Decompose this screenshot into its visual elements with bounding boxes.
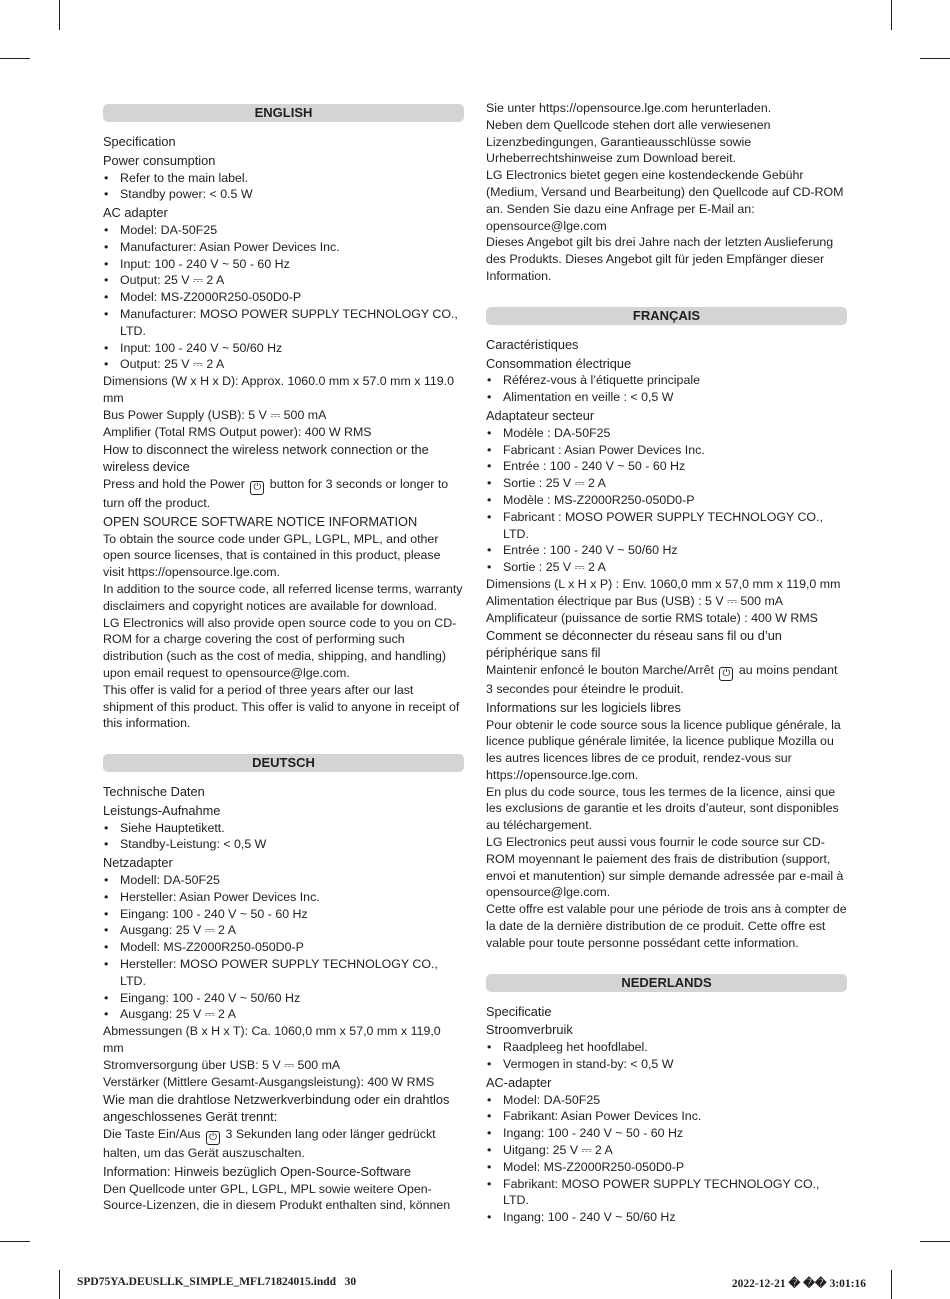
list-item: • Ingang: 100 - 240 V ~ 50 - 60 Hz [486,1125,847,1142]
ac-adapter-heading: Netzadapter [103,855,173,871]
list-item: • Ausgang: 25 V ⎓ 2 A [103,922,464,939]
list-item: • Entrée : 100 - 240 V ~ 50 - 60 Hz [486,458,847,475]
power-icon: ⏻ [250,481,264,495]
list-item: • Eingang: 100 - 240 V ~ 50 - 60 Hz [103,906,464,923]
deutsch-oss-continued: Sie unter https://opensource.lge.com herunterladen. Neben dem Quellcode stehen dort alle verwiesenen Lizenzbedingungen, Garantieausschlüsse sowie Urheberrechtshinweise zum Download bereit. LG Electronics bietet gegen eine kostendeckende Gebühr (Medium, Versand und Bearbeitung) den Quellcode auf CD-ROM an. Senden Sie dazu eine Anfrage per E-Mail an: opensource@lge.com Dieses Angebot gilt bis drei Jahre nach der letzten Auslieferung des Produkts. Dieses Angebot gilt für jeden Empfänger dieser Information. [486,101,844,283]
power-list [486,372,847,406]
list-item: • Eingang: 100 - 240 V ~ 50/60 Hz [103,990,464,1007]
wireless-text-part: au moins pendant 3 secondes pour éteindre le produit. [486,662,838,696]
power-consumption-heading: Power consumption [103,152,216,168]
wireless-text [486,662,847,698]
list-item: • Model: MS-Z2000R250-050D0-P [486,1159,847,1176]
list-item: • Fabrikant: Asian Power Devices Inc. [486,1108,847,1125]
list-item: • Modell: DA-50F25 [103,872,464,889]
right-column [486,100,847,1226]
power-consumption-heading: Consommation électrique [486,355,632,371]
ac-adapter-list [486,425,847,576]
list-item: • Fabricant : Asian Power Devices Inc. [486,442,847,459]
list-item: • Sortie : 25 V ⎓ 2 A [486,475,847,492]
wireless-heading: How to disconnect the wireless network connection or the wireless device [103,442,429,475]
oss-heading: Informations sur les logiciels libres [486,699,681,715]
crop-mark [59,1270,60,1299]
footer-timestamp: 2022-12-21 � �� 3:01:16 [731,1278,866,1290]
list-item: • Output: 25 V ⎓ 2 A [103,272,464,289]
crop-mark [891,0,892,30]
list-item: • Input: 100 - 240 V ~ 50 - 60 Hz [103,256,464,273]
crop-mark [920,58,950,59]
section-header-english: ENGLISH [103,104,464,122]
list-item: • Modèle : DA-50F25 [486,425,847,442]
wireless-heading: Wie man die drahtlose Netzwerkverbindung oder ein drahtlos angeschlossenes Gerät trennt: [103,1092,450,1125]
list-item: • Model: DA-50F25 [103,222,464,239]
deutsch-section [103,754,464,1214]
left-column [103,100,464,1214]
oss-text: To obtain the source code under GPL, LGPL, MPL, and other open source licenses, that is contained in this product, please visit https://opensource.lge.com. In addition to the source code, all referred license terms, warranty disclaimers and copyright notices are available for download. LG Electronics will also provide open source code to you on CD-ROM for a charge covering the cost of performing such distribution (such as the cost of media, shipping, and handling) upon email request to opensource@lge.com. This offer is valid for a period of three years after our last shipment of this product. This offer is valid to anyone in receipt of this information. [103,531,463,731]
list-item: • Entrée : 100 - 240 V ~ 50/60 Hz [486,542,847,559]
wireless-text-part: 3 Sekunden lang oder länger gedrückt halten, um das Gerät auszuschalten. [103,1127,436,1161]
list-item: • Siehe Hauptetikett. [103,820,464,837]
list-item: • Modell: MS-Z2000R250-050D0-P [103,939,464,956]
dimensions-text: Abmessungen (B x H x T): Ca. 1060,0 mm x 57,0 mm x 119,0 mm [103,1024,441,1056]
amplifier-text: Amplificateur (puissance de sortie RMS totale) : 400 W RMS [486,610,818,625]
wireless-text-part: Maintenir enfoncé le bouton Marche/Arrêt [486,662,714,677]
list-item: • Refer to the main label. [103,170,464,187]
ac-adapter-list [103,872,464,1023]
ac-adapter-heading: AC adapter [103,205,168,221]
ac-adapter-heading: AC-adapter [486,1074,552,1090]
spec-heading: Specificatie [486,1003,552,1019]
list-item: • Modèle : MS-Z2000R250-050D0-P [486,492,847,509]
wireless-text [103,476,464,512]
section-header-deutsch: DEUTSCH [103,754,464,772]
power-list [103,170,464,204]
list-item: • Sortie : 25 V ⎓ 2 A [486,559,847,576]
list-item: • Input: 100 - 240 V ~ 50/60 Hz [103,340,464,357]
list-item: • Ingang: 100 - 240 V ~ 50/60 Hz [486,1209,847,1226]
list-item: • Output: 25 V ⎓ 2 A [103,356,464,373]
spec-heading: Caractéristiques [486,336,579,352]
list-item: • Fabrikant: MOSO POWER SUPPLY TECHNOLOGY CO., LTD. [486,1176,847,1210]
power-icon: ⏻ [206,1131,220,1145]
amplifier-text: Verstärker (Mittlere Gesamt-Ausgangsleistung): 400 W RMS [103,1074,435,1089]
list-item: • Ausgang: 25 V ⎓ 2 A [103,1006,464,1023]
crop-mark [0,1241,30,1242]
list-item: • Hersteller: MOSO POWER SUPPLY TECHNOLOGY CO., LTD. [103,956,464,990]
list-item: • Manufacturer: MOSO POWER SUPPLY TECHNOLOGY CO., LTD. [103,306,464,340]
power-consumption-heading: Leistungs-Aufnahme [103,802,221,818]
bus-power-text: Bus Power Supply (USB): 5 V ⎓ 500 mA [103,407,327,422]
crop-mark [0,58,30,59]
section-header-nederlands: NEDERLANDS [486,974,847,992]
list-item: • Référez-vous à l’étiquette principale [486,372,847,389]
list-item: • Manufacturer: Asian Power Devices Inc. [103,239,464,256]
amplifier-text: Amplifier (Total RMS Output power): 400 W RMS [103,424,372,439]
wireless-text-part: button for 3 seconds or longer to turn off the product. [103,476,449,510]
crop-mark [891,1270,892,1299]
bus-power-text: Stromversorgung über USB: 5 V ⎓ 500 mA [103,1057,341,1072]
oss-heading: OPEN SOURCE SOFTWARE NOTICE INFORMATION [103,513,418,529]
list-item: • Fabricant : MOSO POWER SUPPLY TECHNOLOGY CO., LTD. [486,509,847,543]
section-header-francais: FRANÇAIS [486,307,847,325]
spec-heading: Technische Daten [103,784,205,800]
wireless-text-part: Die Taste Ein/Aus [103,1127,201,1142]
wireless-text-part: Press and hold the Power [103,476,245,491]
oss-heading: Information: Hinweis bezüglich Open-Source-Software [103,1163,411,1179]
dimensions-text: Dimensions (L x H x P) : Env. 1060,0 mm x 57,0 mm x 119,0 mm [486,576,841,591]
footer-file-slug: SPD75YA.DEUSLLK_SIMPLE_MFL71824015.indd 30 [77,1276,357,1288]
english-section [103,104,464,732]
bus-power-text: Alimentation électrique par Bus (USB) : 5 V ⎓ 500 mA [486,593,784,608]
oss-text: Pour obtenir le code source sous la licence publique générale, la licence publique générale limitée, la licence publique Mozilla ou les autres licences libres de ce produit, rendez-vous sur https://opensource.lge.com. En plus du code source, tous les termes de la licence, ainsi que les exclusions de garantie et les droits d’auteur, sont disponibles au téléchargement. LG Electronics peut aussi vous fournir le code source sur CD-ROM moyennant le paiement des frais de distribution (support, envoi et manutention) sur simple demande adressée par e-mail à opensource@lge.com. Cette offre est valable pour une période de trois ans à compter de la date de la dernière distribution de ce produit. Cette offre est valable pour toute personne possédant cette information. [486,717,847,950]
wireless-heading: Comment se déconnecter du réseau sans fil ou d’un périphérique sans fil [486,628,782,661]
francais-section [486,307,847,952]
oss-text: Den Quellcode unter GPL, LGPL, MPL sowie weitere Open-Source-Lizenzen, die in diesem Produkt enthalten sind, können [103,1181,451,1213]
spec-heading: Specification [103,134,176,149]
power-icon: ⏻ [719,667,733,681]
list-item: • Uitgang: 25 V ⎓ 2 A [486,1142,847,1159]
dimensions-text: Dimensions (W x H x D): Approx. 1060.0 mm x 57.0 mm x 119.0 mm [103,374,454,405]
power-consumption-heading: Stroomverbruik [486,1022,573,1038]
list-item: • Model: MS-Z2000R250-050D0-P [103,289,464,306]
list-item: • Vermogen in stand-by: < 0,5 W [486,1056,847,1073]
list-item: • Alimentation en veille : < 0,5 W [486,389,847,406]
list-item: • Standby power: < 0.5 W [103,186,464,203]
nederlands-section [486,974,847,1226]
list-item: • Standby-Leistung: < 0,5 W [103,836,464,853]
power-list [103,820,464,854]
ac-adapter-list [103,222,464,373]
list-item: • Raadpleeg het hoofdlabel. [486,1039,847,1056]
wireless-text [103,1126,464,1162]
ac-adapter-heading: Adaptateur secteur [486,407,595,423]
crop-mark [920,1241,950,1242]
list-item: • Hersteller: Asian Power Devices Inc. [103,889,464,906]
power-list [486,1039,847,1073]
list-item: • Model: DA-50F25 [486,1092,847,1109]
crop-mark [59,0,60,30]
ac-adapter-list [486,1092,847,1226]
